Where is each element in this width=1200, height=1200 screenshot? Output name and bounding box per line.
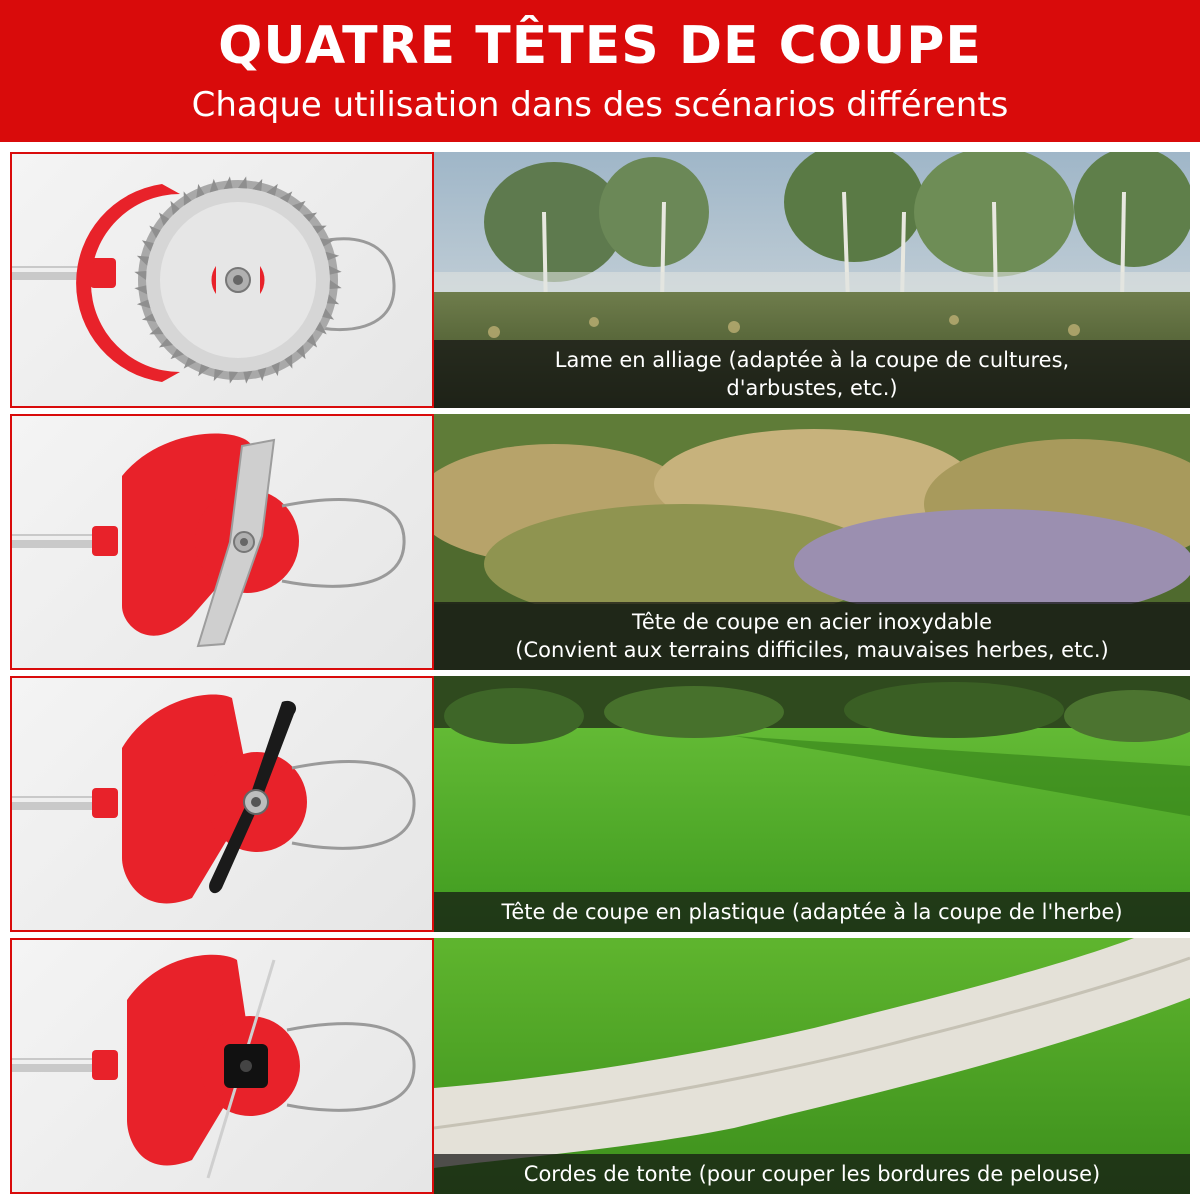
caption-steel-blade: [434, 602, 1190, 670]
product-image-trimmer-line: [10, 938, 434, 1194]
caption-line: (Convient aux terrains difficiles, mauvaises herbes, etc.): [515, 638, 1109, 662]
scene-green-lawn: [434, 676, 1190, 932]
caption-plastic-blade: [434, 892, 1190, 932]
scene-grass-garden: [434, 414, 1190, 670]
caption-line: d'arbustes, etc.): [726, 376, 898, 400]
plastic-blade-head-icon: [12, 678, 432, 930]
cutting-head-row-plastic: [10, 676, 1190, 932]
page-title: QUATRE TÊTES DE COUPE: [218, 16, 982, 76]
scene-lawn-stone-path: [434, 938, 1190, 1194]
product-image-alloy-blade: [10, 152, 434, 408]
steel-two-tooth-blade-icon: [12, 416, 432, 668]
caption-alloy-blade: [434, 340, 1190, 408]
cutting-head-row-line: [10, 938, 1190, 1194]
cutting-head-row-alloy: [10, 152, 1190, 408]
product-image-plastic-blade: [10, 676, 434, 932]
scene-misty-field: [434, 152, 1190, 408]
alloy-saw-blade-icon: [12, 154, 432, 406]
header-banner: [0, 0, 1200, 142]
caption-line: Cordes de tonte (pour couper les bordures de pelouse): [523, 1162, 1101, 1186]
caption-trimmer-line: [434, 1154, 1190, 1194]
caption-line: Tête de coupe en plastique (adaptée à la coupe de l'herbe): [501, 900, 1123, 924]
product-image-steel-blade: [10, 414, 434, 670]
caption-line: Lame en alliage (adaptée à la coupe de cultures,: [554, 348, 1070, 372]
cutting-head-row-steel: [10, 414, 1190, 670]
trimmer-line-head-icon: [12, 940, 432, 1192]
page-subtitle: Chaque utilisation dans des scénarios différents: [191, 85, 1009, 125]
caption-line: Tête de coupe en acier inoxydable: [631, 610, 993, 634]
